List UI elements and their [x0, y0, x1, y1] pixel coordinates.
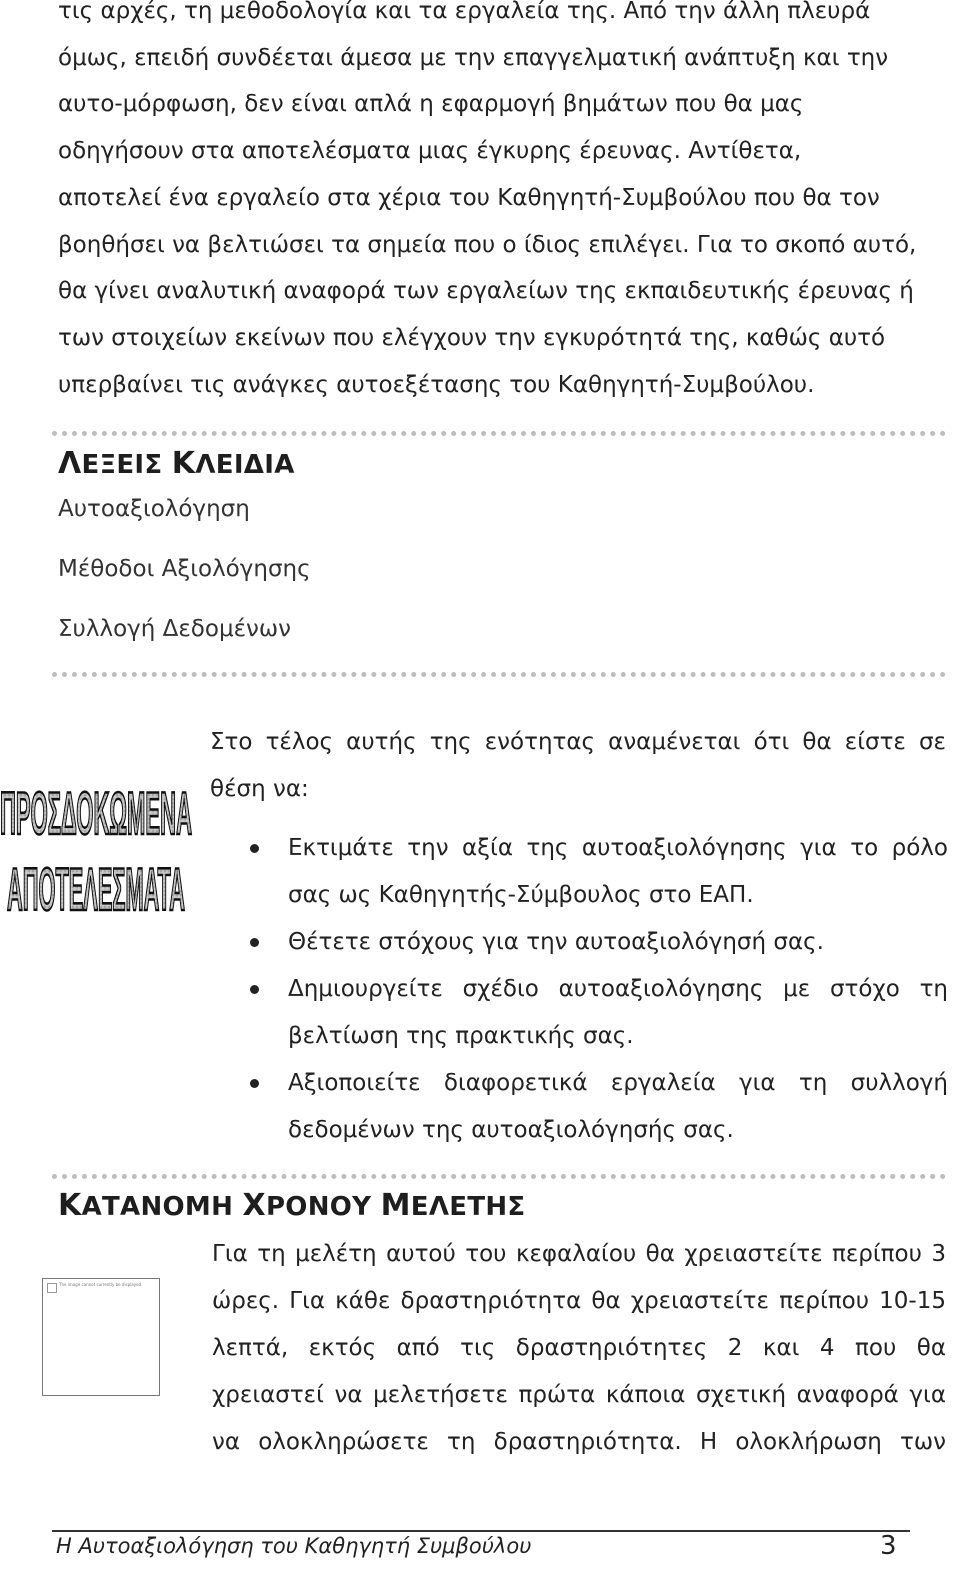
body-line: οδηγήσουν στα αποτελέσματα μιας έγκυρης έρευνας. Αντίθετα,: [58, 138, 802, 165]
intro-line: θέση να:: [210, 776, 309, 802]
footer-rule: [52, 1530, 910, 1532]
keyword-item: Συλλογή Δεδομένων: [58, 616, 291, 642]
keyword-item: Αυτοαξιολόγηση: [58, 496, 250, 522]
list-item: Εκτιμάτε την αξία της αυτοαξιολόγησης για το ρόλο σας ως Καθηγητής-Σύμβουλος στο ΕΑΠ.: [248, 825, 948, 919]
time-line: χρειαστεί να μελετήσετε πρώτα κάποια σχετική αναφορά για: [212, 1382, 946, 1408]
section-divider: [52, 431, 946, 436]
image-placeholder: [42, 1278, 160, 1396]
time-line: Για τη μελέτη αυτού του κεφαλαίου θα χρειαστείτε περίπου 3: [212, 1241, 946, 1267]
bullet-icon: [250, 985, 259, 994]
outcomes-intro: [210, 719, 946, 813]
keyword-item: Μέθοδοι Αξιολόγησης: [58, 556, 311, 582]
keywords-heading: ΛΕΞΕΙΣ ΚΛΕΙΔΙΑ: [58, 446, 295, 481]
body-line: θα γίνει αναλυτική αναφορά των εργαλείων της εκπαιδευτικής έρευνας ή: [58, 278, 914, 305]
body-line: όμως, επειδή συνδέεται άμεσα με την επαγγελματική ανάπτυξη και την: [58, 44, 889, 71]
footer-title: Η Αυτοαξιολόγηση του Καθηγητή Συμβούλου: [56, 1534, 532, 1558]
bullet-icon: [250, 1079, 259, 1088]
image-placeholder-text: The image cannot currently be displayed.: [59, 1282, 143, 1287]
bullet-icon: [250, 844, 259, 853]
body-line: τις αρχές, τη μεθοδολογία και τα εργαλεία της. Από την άλλη πλευρά: [58, 0, 871, 24]
section-divider: [52, 1174, 946, 1179]
page-number: 3: [880, 1531, 897, 1561]
list-item: Θέτετε στόχους για την αυτοαξιολόγησή σας.: [248, 919, 948, 966]
time-line: ώρες. Για κάθε δραστηριότητα θα χρειαστείτε περίπου 10-15: [212, 1288, 946, 1314]
logo-line-2: ΑΠΟΤΕΛΕΣΜΑΤΑ: [7, 856, 185, 923]
expected-outcomes-logo: [0, 762, 200, 932]
body-line: των στοιχείων εκείνων που ελέγχουν την εγκυρότητά της, καθώς αυτό: [58, 324, 886, 351]
list-item: Δημιουργείτε σχέδιο αυτοαξιολόγησης με στόχο τη βελτίωση της πρακτικής σας.: [248, 966, 948, 1060]
study-time-heading: ΚΑΤΑΝΟΜΗ ΧΡΟΝΟΥ ΜΕΛΕΤΗΣ: [58, 1188, 526, 1223]
time-line: λεπτά, εκτός από τις δραστηριότητες 2 και 4 που θα: [212, 1335, 946, 1361]
body-paragraph: [58, 0, 946, 408]
section-divider: [52, 672, 946, 677]
body-line: αποτελεί ένα εργαλείο στα χέρια του Καθηγητή-Συμβούλου που θα τον: [58, 184, 880, 211]
body-line: αυτο-μόρφωση, δεν είναι απλά η εφαρμογή βημάτων που θα μας: [58, 91, 804, 118]
bullet-icon: [250, 938, 259, 947]
list-item: Αξιοποιείτε διαφορετικά εργαλεία για τη συλλογή δεδομένων της αυτοαξιολόγησής σας.: [248, 1060, 948, 1154]
body-line: υπερβαίνει τις ανάγκες αυτοεξέτασης του Καθηγητή-Συμβούλου.: [58, 371, 815, 398]
broken-image-icon: [47, 1283, 57, 1293]
study-time-paragraph: [212, 1231, 946, 1466]
body-line: βοηθήσει να βελτιώσει τα σημεία που ο ίδιος επιλέγει. Για το σκοπό αυτό,: [58, 231, 917, 258]
time-line: να ολοκληρώσετε τη δραστηριότητα. Η ολοκλήρωση των: [212, 1429, 946, 1455]
outcomes-list: [248, 825, 948, 1154]
intro-line: Στο τέλος αυτής της ενότητας αναμένεται ότι θα είστε σε: [210, 729, 946, 755]
logo-line-1: ΠΡΟΣΔΟΚΩΜΕΝΑ: [0, 780, 192, 847]
